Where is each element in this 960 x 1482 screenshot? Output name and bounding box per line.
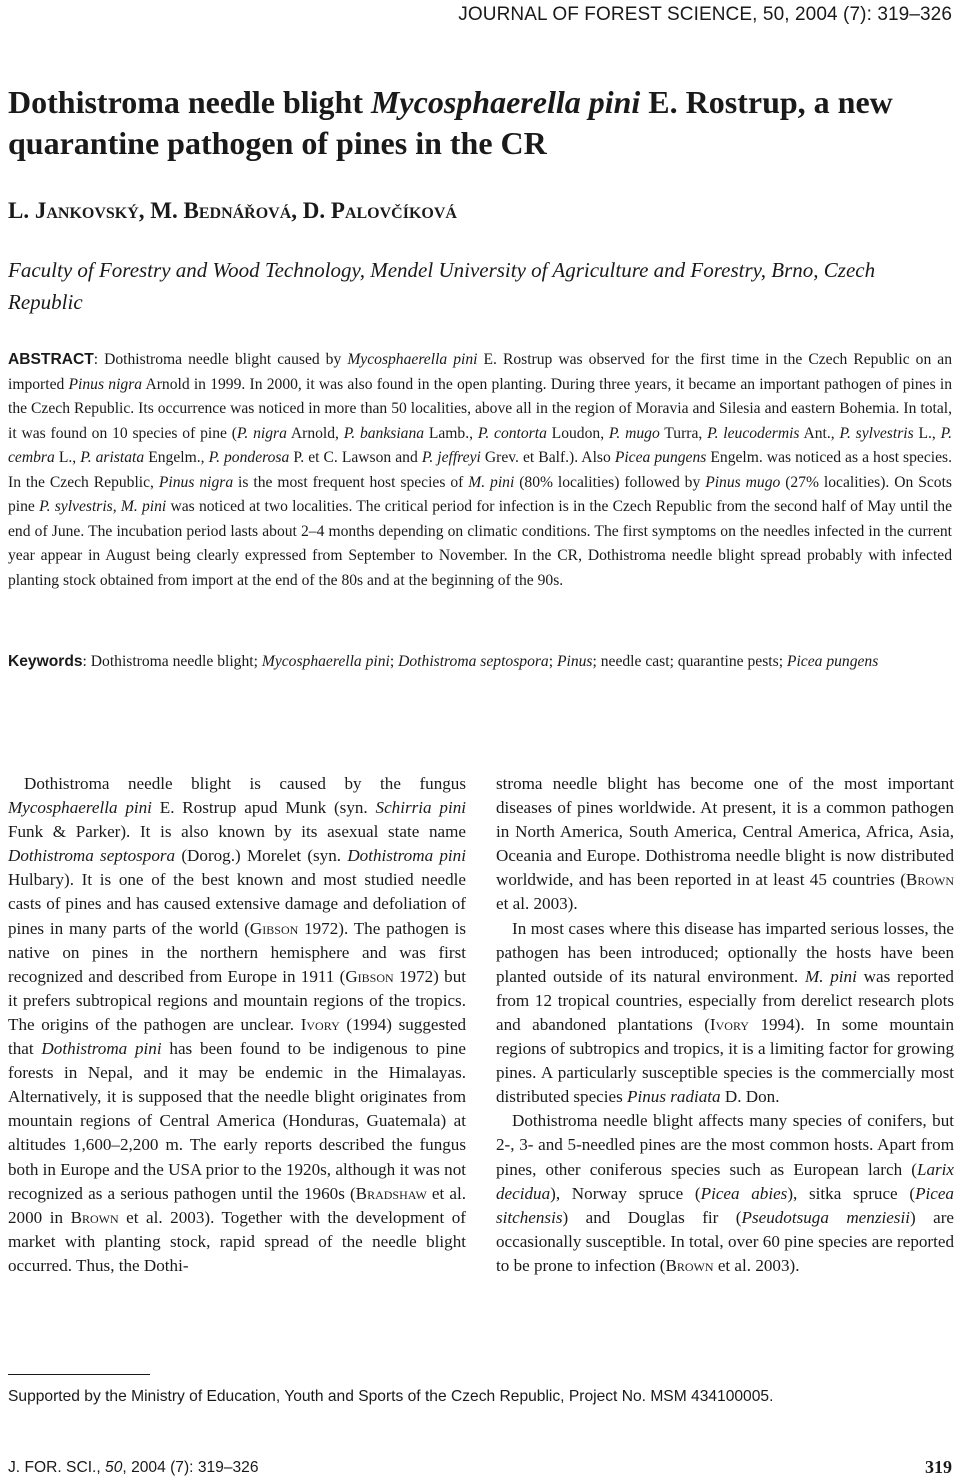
journal-running-header: JOURNAL OF FOREST SCIENCE, 50, 2004 (7): 319–326 <box>458 4 952 25</box>
body-italic: Larix decidua <box>496 1159 954 1203</box>
citation-author: Ivory <box>300 1014 340 1034</box>
body-italic: Dothistroma septospora <box>8 846 176 866</box>
body-italic: M. pini <box>804 966 857 986</box>
body-text: ), sitka spruce ( <box>787 1183 916 1203</box>
author-list: L. Jankovský, M. Bednářová, D. Palovčíková <box>8 198 457 223</box>
page-number: 319 <box>925 1457 952 1477</box>
abstract-italic: Mycosphaerella pini <box>347 351 478 368</box>
body-text: 1972). The pathogen is native on pines in the northern hemisphere and was first recognized and described from Europe in 1911 ( <box>8 918 466 986</box>
abstract-italic: P. jeffreyi <box>421 449 481 466</box>
abstract-italic: Pinus mugo <box>705 473 781 491</box>
body-italic: Pseudotsuga menziesii <box>741 1207 910 1227</box>
body-text: 1972) but it prefers subtropical regions and mountain regions of the tropics. The origins of the pathogen are unclear. <box>8 966 466 1034</box>
body-italic: Dothistroma pini <box>347 846 466 866</box>
abstract-text: Loudon, <box>546 424 609 442</box>
keywords-text: ; <box>389 653 399 670</box>
body-text: et al. 2003). <box>496 894 578 914</box>
body-text: ) are occasionally susceptible. In total, over 60 pine species are reported to be prone to infection ( <box>496 1207 954 1275</box>
keywords-label: Keywords <box>8 653 83 670</box>
keywords-text: : Dothistroma needle blight; <box>82 653 262 670</box>
abstract-text: L., <box>54 449 81 466</box>
keyword-italic: Pinus <box>556 653 593 670</box>
abstract-italic: Picea pungens <box>614 449 707 466</box>
keyword-italic: Picea pungens <box>786 653 879 670</box>
body-text: Hulbary). It is one of the best known and most studied needle casts of pines and has caused extensive damage and defoliation of pines in many parts of the world ( <box>8 870 466 938</box>
body-text: (Dorog.) Morelet (syn. <box>175 846 348 866</box>
body-text: 1994). In some mountain regions of subtropics and tropics, it is a limiting factor for growing pines. A particularly susceptible species is the commercially most distributed species <box>496 1014 954 1107</box>
abstract-italic: P. cembra <box>8 424 953 466</box>
body-italic: Picea abies <box>700 1183 788 1203</box>
citation-author: Gibson <box>249 918 299 938</box>
body-italic: Mycosphaerella pini <box>8 798 152 818</box>
abstract-text: Ant., <box>799 424 840 442</box>
body-paragraph <box>496 1109 954 1278</box>
abstract-text: Engelm., <box>144 449 209 466</box>
abstract-italic: P. nigra <box>236 424 287 442</box>
abstract-italic: P. ponderosa <box>208 449 290 466</box>
keywords-text: ; needle cast; quarantine pests; <box>592 653 787 670</box>
body-text: ) and Douglas fir ( <box>562 1207 742 1227</box>
body-paragraph <box>496 917 954 1110</box>
abstract-italic: P. aristata <box>80 449 145 466</box>
body-paragraph <box>496 772 954 917</box>
keywords-text: ; <box>548 653 557 670</box>
body-text: Dothistroma needle blight is caused by the fungus <box>24 774 466 793</box>
keywords <box>8 650 952 675</box>
citation-volume: 50 <box>105 1459 123 1476</box>
body-text: ), Norway spruce ( <box>550 1183 701 1203</box>
citation-suffix: , 2004 (7): 319–326 <box>122 1459 259 1476</box>
abstract-text: Engelm. was noticed as a host species. In the Czech Republic, <box>8 449 952 491</box>
abstract-text: , <box>112 498 121 515</box>
title-species: Mycosphaerella pini <box>370 84 641 120</box>
citation-author: Bradshaw <box>355 1183 427 1203</box>
abstract-text: E. Rostrup was observed for the first time in the Czech Republic on an imported <box>8 351 952 393</box>
body-text: et al. 2000 in <box>8 1183 466 1227</box>
body-text: et al. 2003). Together with the development of market with planting stock, rapid spread of the needle blight occurred. Thus, the Dothi- <box>8 1207 466 1275</box>
body-text: E. Rostrup apud Munk (syn. <box>151 798 376 818</box>
body-column-left <box>8 772 466 1278</box>
citation-author: Brown <box>70 1207 119 1227</box>
keyword-italic: Dothistroma septospora <box>398 653 549 670</box>
abstract-text: Arnold, <box>286 424 344 442</box>
abstract-text: was noticed at two localities. The critical period for infection is in the Czech Republic from the second half of May until the end of June. The incubation period lasts about 2–4 months depending on climatic conditions. The first symptoms on the needles infected in the current year appear in August being clearly expressed from September to November. In the CR, Dothistroma needle blight spread probably with infected planting stock obtained from import at the end of the 80s and at the beginning of the 90s. <box>8 498 952 589</box>
citation-author: Brown <box>905 870 954 890</box>
abstract-italic: P. banksiana <box>343 424 425 442</box>
abstract-text: : Dothistroma needle blight caused by <box>93 351 348 368</box>
body-text: In most cases where this disease has imparted serious losses, the pathogen has been introduced; optionally the hosts have been planted outside of its natural environment. <box>496 918 954 986</box>
body-text: has been found to be indigenous to pine forests in Nepal, and it may be endemic in the Himalayas. Alternatively, it is supposed that the needle blight originates from mountain regions of Central America (Honduras, Guatemala) at altitudes 1,600–2,200 m. The early reports described the fungus both in Europe and the USA prior to the 1920s, although it was not recognized as a serious pathogen until the 1960s ( <box>8 1039 467 1203</box>
abstract-text: Arnold in 1999. In 2000, it was also found in the open planting. During three years, it became an important pathogen of pines in the Czech Republic. Its occurrence was noticed in more than 50 localities, above all in the region of Moravia and Silesia and eastern Bohemia. In total, it was found on 10 species of pine ( <box>8 375 952 442</box>
citation-author: Ivory <box>709 1014 749 1034</box>
abstract-text: (27% localities). On Scots pine <box>8 473 952 515</box>
body-italic: Schirria pini <box>375 798 466 818</box>
abstract-text: P. et C. Lawson and <box>289 449 422 466</box>
abstract-text: Turra, <box>659 424 708 442</box>
body-text: (1994) suggested that <box>8 1014 466 1059</box>
abstract-italic: P. sylvestris <box>39 498 113 515</box>
abstract-italic: Pinus nigra <box>158 473 234 491</box>
footer-citation <box>8 1459 259 1477</box>
body-paragraph <box>8 772 466 1278</box>
abstract-italic: P. sylvestris <box>839 424 914 442</box>
abstract-label: ABSTRACT <box>8 351 94 368</box>
abstract-italic: P. mugo <box>608 424 660 442</box>
keyword-italic: Mycosphaerella pini <box>261 653 390 670</box>
body-text: et al. 2003). <box>713 1255 800 1275</box>
abstract <box>8 348 952 593</box>
body-italic: Pinus radiata <box>627 1087 721 1107</box>
body-italic: Dothistroma pini <box>41 1039 162 1059</box>
funding-footnote: Supported by the Ministry of Education, Youth and Sports of the Czech Republic, Project No. MSM 434100005. <box>8 1388 774 1405</box>
title-text-end: E. Rostrup, a new quarantine pathogen of pines in the CR <box>8 84 893 161</box>
abstract-italic: Pinus nigra <box>68 375 143 393</box>
body-text: Funk & Parker). It is also known by its asexual state name <box>8 822 466 842</box>
citation-author: Gibson <box>345 966 394 986</box>
citation-prefix: J. FOR. SCI., <box>8 1459 106 1476</box>
abstract-text: Lamb., <box>424 424 478 442</box>
article-title <box>8 82 948 164</box>
abstract-italic: P. leucodermis <box>707 424 800 442</box>
title-text: Dothistroma needle blight <box>8 84 371 120</box>
abstract-italic: P. contorta <box>477 424 547 442</box>
body-text: was reported from 12 tropical countries, especially from derelict research plots and abandoned plantations ( <box>496 966 954 1034</box>
body-text: D. Don. <box>720 1087 780 1107</box>
abstract-text: Grev. et Balf.). Also <box>480 449 615 466</box>
abstract-italic: M. pini <box>468 473 515 491</box>
footnote-divider <box>8 1374 150 1375</box>
citation-author: Brown <box>665 1255 714 1275</box>
abstract-text: (80% localities) followed by <box>514 473 706 491</box>
body-text: Dothistroma needle blight affects many species of conifers, but 2-, 3- and 5-needled pines are the most common hosts. Apart from pines, other coniferous species such as European larch ( <box>496 1111 954 1179</box>
affiliation: Faculty of Forestry and Wood Technology, Mendel University of Agriculture and Forestry, Brno, Czech Republic <box>8 258 876 314</box>
body-text: stroma needle blight has become one of the most important diseases of pines worldwide. At present, it is a common pathogen in North America, South America, Central America, Africa, Asia, Oceania and Europe. Dothistroma needle blight is now distributed worldwide, and has been reported in at least 45 countries ( <box>496 774 954 890</box>
abstract-text: is the most frequent host species of <box>233 473 469 491</box>
body-italic: Picea sitchensis <box>496 1183 954 1227</box>
abstract-text: L., <box>913 424 941 442</box>
abstract-italic: M. pini <box>120 498 167 515</box>
body-column-right <box>496 772 954 1278</box>
